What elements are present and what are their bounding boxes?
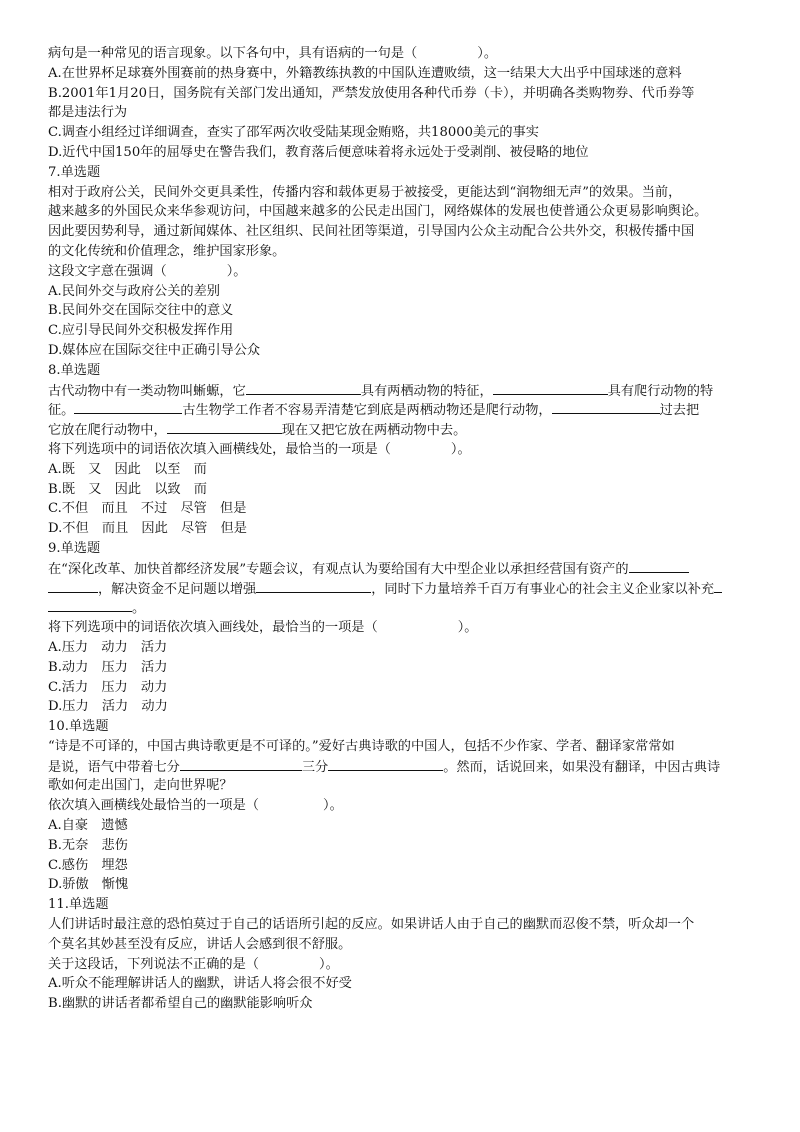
- q7-option-b[interactable]: B.民间外交在国际交往中的意义: [48, 303, 234, 319]
- q9-heading: 9.单选题: [48, 540, 101, 556]
- q8-text: 具有爬行动物的特: [607, 383, 714, 399]
- q9-blank-1: [629, 559, 689, 573]
- q9-blank-1-cont: [48, 579, 98, 593]
- q10-option-b[interactable]: B.无奈 悲伤: [48, 837, 128, 853]
- q11-option-b[interactable]: B.幽默的讲话者都希望自己的幽默能影响听众: [48, 996, 313, 1012]
- q10-passage-line: “诗是不可译的，中国古典诗歌更是不可译的。”爱好古典诗歌的中国人，包括不少作家、学者、翻译家常常如: [48, 738, 675, 754]
- q9-passage-line: [48, 598, 758, 618]
- q9-option-c[interactable]: C.活力 压力 动力: [48, 679, 168, 695]
- q8-option-a[interactable]: A.既 又 因此 以至 而: [48, 461, 207, 477]
- q6-option-d[interactable]: D.近代中国150年的屈辱史在警告我们，教育落后便意味着将永远处于受剥削、被侵略的地位: [48, 144, 589, 160]
- q9-question-end: ）。: [457, 620, 478, 636]
- q10-text: 是说，语气中带着七分: [48, 759, 180, 775]
- q8-option-b[interactable]: B.既 又 因此 以致 而: [48, 481, 207, 497]
- q10-passage-line: [48, 757, 758, 777]
- q10-passage-line: 歌如何走出国门，走向世界呢？: [48, 778, 233, 794]
- q8-blank-2: [493, 381, 608, 395]
- q11-passage-line: 个莫名其妙甚至没有反应，讲话人会感到很不舒服。: [48, 936, 352, 952]
- q10-question-end: ）。: [323, 798, 343, 814]
- q10-option-d[interactable]: D.骄傲 惭愧: [48, 877, 129, 893]
- q9-text: 。: [132, 601, 146, 617]
- q11-question: [48, 955, 758, 975]
- q8-passage-line: [48, 381, 758, 401]
- q8-passage-line: [48, 420, 758, 440]
- q11-question-end: ）。: [319, 956, 339, 972]
- q8-blank-5: [167, 420, 282, 434]
- q9-passage-line: [48, 559, 758, 579]
- q10-blank-1: [180, 757, 302, 771]
- q7-passage-line: 的文化传统和价值理念，维护国家形象。: [48, 243, 286, 259]
- q11-option-a[interactable]: A.听众不能理解讲话人的幽默，讲话人将会很不好受: [48, 976, 352, 992]
- q9-question: [48, 618, 758, 638]
- q7-question-end: ）。: [226, 263, 247, 279]
- q6-stem: [48, 44, 758, 64]
- q10-question: [48, 796, 758, 816]
- q7-question: [48, 262, 758, 282]
- q10-text: 三分: [301, 759, 329, 775]
- q9-blank-3-cont: [48, 598, 132, 612]
- q7-question-text: 这段文字意在强调（: [48, 263, 167, 279]
- q8-option-c[interactable]: C.不但 而且 不过 尽管 但是: [48, 501, 247, 517]
- q9-text: 在“深化改革、加快首都经济发展”专题会议，有观点认为要给国有大中型企业以承担经营国有资产的: [48, 561, 629, 577]
- q7-option-d[interactable]: D.媒体应在国际交往中正确引导公众: [48, 342, 261, 358]
- question-page: [48, 44, 758, 1014]
- q8-text: 征。: [48, 403, 75, 419]
- q6-option-c[interactable]: C.调查小组经过详细调查，查实了邵军两次收受陆某现金贿赂，共18000美元的事实: [48, 125, 539, 141]
- q7-passage-line: 越来越多的外国民众来华参观访问，中国越来越多的公民走出国门，网络媒体的发展也使普通公众更易影响舆论。: [48, 204, 708, 220]
- q10-option-c[interactable]: C.感伤 埋怨: [48, 857, 128, 873]
- q9-text: ，同时下力量培养千百万有事业心的社会主义企业家以补充: [371, 581, 715, 597]
- q8-blank-3: [74, 400, 182, 414]
- q7-passage-line: 相对于政府公关，民间外交更具柔性，传播内容和载体更易于被接受，更能达到“润物细无声”的效果。当前，: [48, 184, 682, 200]
- q9-option-a[interactable]: A.压力 动力 活力: [48, 639, 168, 655]
- q8-text: 现在又把它放在两栖动物中去。: [281, 423, 467, 439]
- q10-heading: 10.单选题: [48, 719, 109, 735]
- q8-question: [48, 440, 758, 460]
- q7-passage-line: 因此要因势利导，通过新闻媒体、社区组织、民间社团等渠道，引导国内公众主动配合公共外交，积极传播中国: [48, 224, 695, 240]
- q7-heading: 7.单选题: [48, 164, 101, 180]
- q8-question-text: 将下列选项中的词语依次填入画横线处，最恰当的一项是（: [48, 441, 391, 457]
- q9-option-b[interactable]: B.动力 压力 活力: [48, 659, 168, 675]
- q9-text: ，解决资金不足问题以增强: [98, 581, 257, 597]
- q11-question-text: 关于这段话，下列说法不正确的是（: [48, 956, 259, 972]
- q10-text: 。然而，话说回来，如果没有翻译，中因古典诗: [443, 759, 721, 775]
- q8-text: 过去把: [659, 403, 700, 419]
- q8-blank-4: [552, 400, 660, 414]
- q8-text: 它放在爬行动物中，: [48, 423, 167, 439]
- q6-option-b[interactable]: B.2001年1月20日，国务院有关部门发出通知，严禁发放使用各种代币券（卡），并明确各类购物券、代币券等: [48, 85, 695, 101]
- q9-passage-line: [48, 579, 758, 599]
- q8-passage-line: [48, 400, 758, 420]
- q9-question-text: 将下列选项中的词语依次填入画线处，最恰当的一项是（: [48, 620, 378, 636]
- q6-option-a[interactable]: A.在世界杯足球赛外围赛前的热身赛中，外籍教练执教的中国队连遭败绩，这一结果大大出乎中国球迷的意料: [48, 65, 682, 81]
- q9-blank-2: [256, 579, 371, 593]
- q8-option-d[interactable]: D.不但 而且 因此 尽管 但是: [48, 521, 247, 537]
- q10-question-text: 依次填入画横线处最恰当的一项是（: [48, 798, 259, 814]
- q6-option-b-cont[interactable]: 都是违法行为: [48, 105, 128, 121]
- q11-heading: 11.单选题: [48, 897, 109, 913]
- q8-text: 具有两栖动物的特征，: [360, 383, 493, 399]
- q8-blank-1: [246, 381, 361, 395]
- q10-blank-2: [328, 757, 443, 771]
- q8-text: 古代动物中有一类动物叫蜥螈，它: [48, 383, 246, 399]
- q10-option-a[interactable]: A.自豪 遗憾: [48, 818, 128, 834]
- q6-stem-text: 病句是一种常见的语言现象。以下各句中，具有语病的一句是（: [48, 46, 418, 61]
- q7-option-a[interactable]: A.民间外交与政府公关的差别: [48, 283, 220, 299]
- q11-passage-line: 人们讲话时最注意的恐怕莫过于自己的话语所引起的反应。如果讲话人由于自己的幽默而忍俊不禁，听众却一个: [48, 917, 695, 933]
- q8-text: 古生物学工作者不容易弄清楚它到底是两栖动物还是爬行动物，: [182, 403, 552, 419]
- q6-stem-end: ）。: [477, 46, 498, 61]
- q8-heading: 8.单选题: [48, 362, 101, 378]
- q7-option-c[interactable]: C.应引导民间外交积极发挥作用: [48, 323, 234, 339]
- q8-question-end: ）。: [450, 441, 471, 457]
- q9-blank-3: [714, 579, 722, 593]
- q9-option-d[interactable]: D.压力 活力 动力: [48, 699, 168, 715]
